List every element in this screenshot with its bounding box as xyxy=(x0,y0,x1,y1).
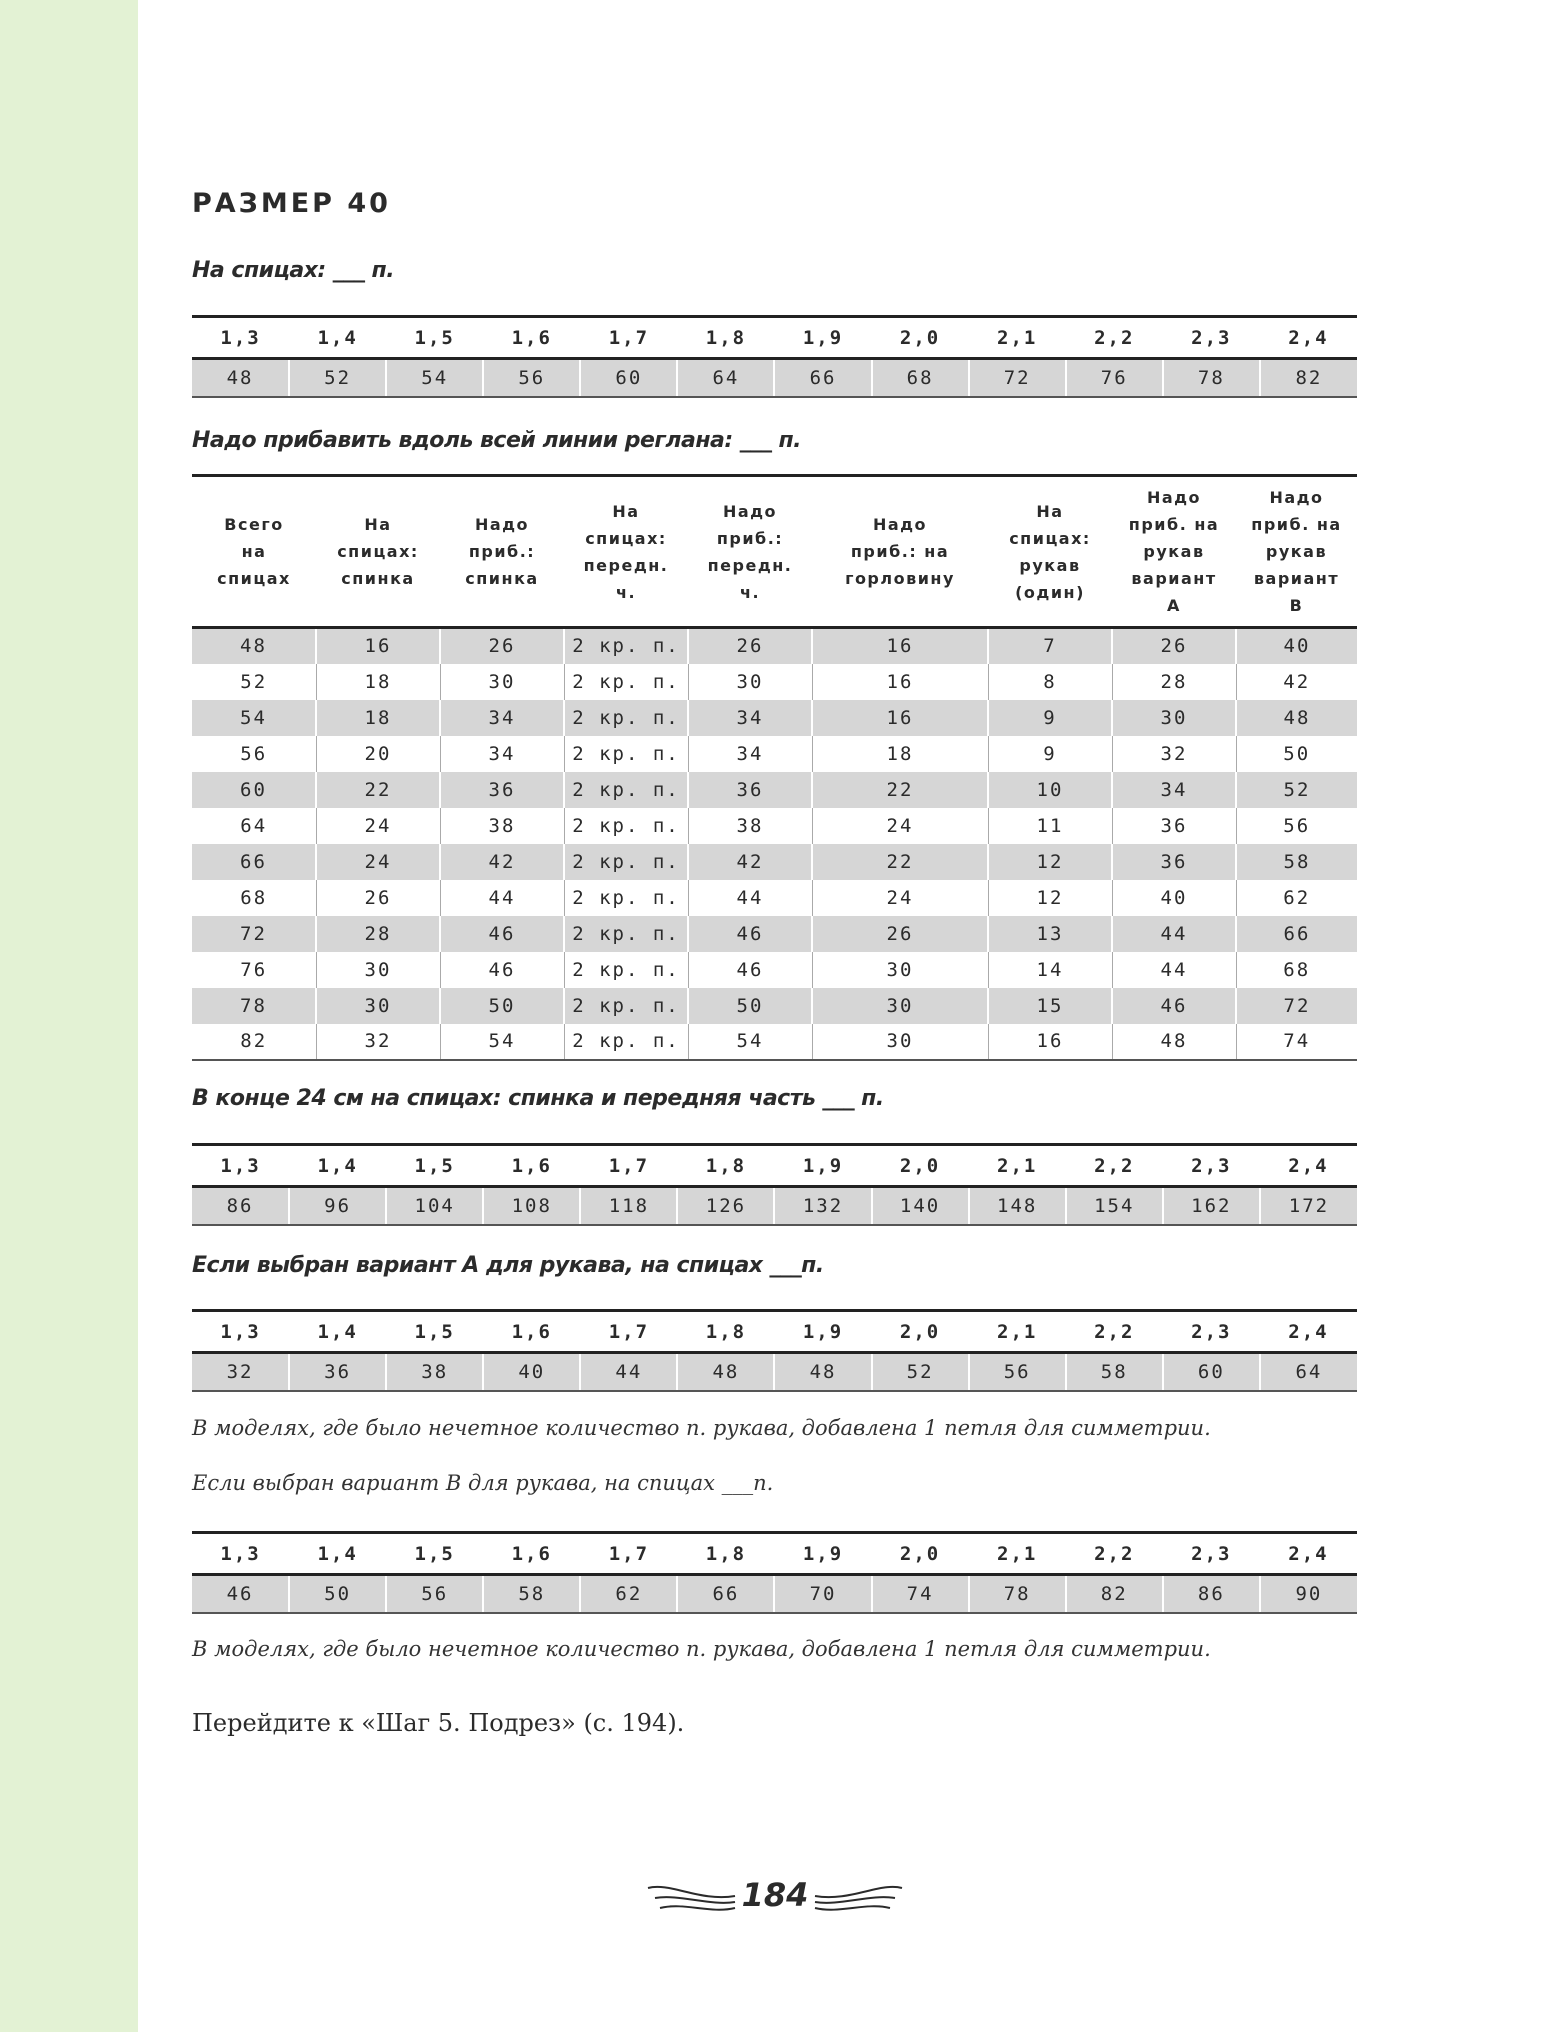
table-cell: 2 кр. п. xyxy=(564,916,688,952)
size-cell: 2,4 xyxy=(1260,1311,1357,1353)
column-header-line: передн. xyxy=(583,555,669,575)
column-header-line: (один) xyxy=(1015,582,1085,602)
value-cell: 78 xyxy=(969,1575,1066,1613)
table-cell: 44 xyxy=(440,880,564,916)
section4-note: В моделях, где было нечетное количество п. рукава, добавлена 1 петля для симметрии. xyxy=(192,1416,1211,1440)
size-cell: 1,5 xyxy=(386,1533,483,1575)
table-cell: 62 xyxy=(1236,880,1357,916)
column-header-line: Надо xyxy=(1146,488,1202,507)
value-cell: 108 xyxy=(483,1187,580,1225)
table-cell: 34 xyxy=(688,700,812,736)
column-header xyxy=(192,476,316,628)
size-cell: 1,5 xyxy=(386,1311,483,1353)
column-header xyxy=(1112,476,1236,628)
size-cell: 1,4 xyxy=(289,1311,386,1353)
table-cell: 26 xyxy=(688,628,812,664)
column-header-line: на xyxy=(241,542,267,561)
value-cell: 52 xyxy=(289,359,386,397)
column-header-line: приб. на xyxy=(1251,515,1342,534)
table-cell: 40 xyxy=(1236,628,1357,664)
size-cell: 1,4 xyxy=(289,1533,386,1575)
value-cell: 56 xyxy=(386,1575,483,1613)
size-cell: 2,1 xyxy=(969,1533,1066,1575)
size-cell: 2,0 xyxy=(872,1533,969,1575)
size-cell: 2,4 xyxy=(1260,317,1357,359)
table-cell: 26 xyxy=(440,628,564,664)
column-header-line: вариант xyxy=(1253,569,1340,588)
table-cell: 38 xyxy=(688,808,812,844)
table-cell: 22 xyxy=(812,772,988,808)
column-header xyxy=(440,476,564,628)
table-cell: 22 xyxy=(812,844,988,880)
size-cell: 1,8 xyxy=(677,1145,774,1187)
section3-table xyxy=(192,1143,1357,1226)
column-header-line: Надо xyxy=(872,515,928,534)
column-header-line: Надо xyxy=(474,515,530,534)
table-cell: 54 xyxy=(192,700,316,736)
table-cell: 26 xyxy=(812,916,988,952)
column-header-line: ч. xyxy=(739,582,761,602)
table-cell: 54 xyxy=(440,1024,564,1060)
page-title: РАЗМЕР 40 xyxy=(192,188,391,219)
size-cell: 1,6 xyxy=(483,1311,580,1353)
table-cell: 8 xyxy=(988,664,1112,700)
table-cell: 2 кр. п. xyxy=(564,772,688,808)
value-cell: 72 xyxy=(969,359,1066,397)
column-header xyxy=(688,476,812,628)
section5-heading: Если выбран вариант В для рукава, на спицах ___п. xyxy=(192,1471,774,1495)
value-cell: 40 xyxy=(483,1353,580,1391)
table-cell: 10 xyxy=(988,772,1112,808)
size-cell: 1,7 xyxy=(580,1145,677,1187)
table-cell: 30 xyxy=(316,952,440,988)
section2-heading: Надо прибавить вдоль всей линии реглана: ___ п. xyxy=(192,428,802,453)
value-cell: 44 xyxy=(580,1353,677,1391)
table-cell: 30 xyxy=(688,664,812,700)
size-cell: 1,8 xyxy=(677,317,774,359)
value-cell: 86 xyxy=(192,1187,289,1225)
table-cell: 2 кр. п. xyxy=(564,736,688,772)
table-cell: 2 кр. п. xyxy=(564,1024,688,1060)
table-cell: 24 xyxy=(812,880,988,916)
size-cell: 2,1 xyxy=(969,317,1066,359)
table-cell: 15 xyxy=(988,988,1112,1024)
size-cell: 2,1 xyxy=(969,1145,1066,1187)
table-cell: 2 кр. п. xyxy=(564,952,688,988)
table-cell: 32 xyxy=(316,1024,440,1060)
table-cell: 76 xyxy=(240,958,268,981)
value-cell: 132 xyxy=(774,1187,871,1225)
column-header xyxy=(564,476,688,628)
value-cell: 148 xyxy=(969,1187,1066,1225)
size-cell: 1,7 xyxy=(580,1311,677,1353)
value-cell: 46 xyxy=(192,1575,289,1613)
section1-table xyxy=(192,315,1357,398)
size-cell: 1,9 xyxy=(774,317,871,359)
column-header-line: приб. на xyxy=(1128,515,1220,534)
value-cell: 48 xyxy=(774,1353,871,1391)
size-cell: 1,5 xyxy=(386,317,483,359)
table-row xyxy=(192,808,1357,844)
column-header-line: ч. xyxy=(615,582,637,602)
table-cell: 74 xyxy=(1236,1024,1357,1060)
table-cell: 46 xyxy=(440,952,564,988)
value-cell: 60 xyxy=(1163,1353,1260,1391)
value-cell: 60 xyxy=(580,359,677,397)
table-cell: 2 кр. п. xyxy=(564,880,688,916)
size-cell: 2,2 xyxy=(1066,1311,1163,1353)
column-header-line: В xyxy=(1289,596,1304,615)
size-cell: 1,6 xyxy=(483,1145,580,1187)
table-cell: 14 xyxy=(988,952,1112,988)
table-cell: 52 xyxy=(240,670,268,693)
table-cell: 22 xyxy=(316,772,440,808)
column-header-line: На xyxy=(1036,501,1064,521)
section4-heading: Если выбран вариант А для рукава, на спицах ___п. xyxy=(192,1253,824,1278)
value-cell: 38 xyxy=(386,1353,483,1391)
table-row xyxy=(192,952,1357,988)
table-body xyxy=(192,628,1357,1060)
section3-heading: В конце 24 см на спицах: спинка и передняя часть ___ п. xyxy=(192,1086,884,1111)
table-cell: 2 кр. п. xyxy=(564,700,688,736)
table-cell: 68 xyxy=(240,886,268,909)
table-cell: 56 xyxy=(1236,808,1357,844)
value-cell: 82 xyxy=(1066,1575,1163,1613)
table-value-row xyxy=(192,1353,1357,1391)
table-cell: 72 xyxy=(1236,988,1357,1024)
table-cell: 32 xyxy=(1112,736,1236,772)
size-cell: 2,4 xyxy=(1260,1533,1357,1575)
section4-table xyxy=(192,1309,1357,1392)
table-cell: 16 xyxy=(812,664,988,700)
section5-note: В моделях, где было нечетное количество п. рукава, добавлена 1 петля для симметрии. xyxy=(192,1637,1211,1661)
value-cell: 70 xyxy=(774,1575,871,1613)
value-cell: 140 xyxy=(872,1187,969,1225)
section1-heading: На спицах: ___ п. xyxy=(192,258,395,283)
table-cell: 9 xyxy=(988,736,1112,772)
size-cell: 2,3 xyxy=(1163,1145,1260,1187)
table-cell: 66 xyxy=(192,844,316,880)
column-header-line: приб.: на xyxy=(850,542,950,561)
table-cell: 36 xyxy=(440,772,564,808)
table-cell: 2 кр. п. xyxy=(564,844,688,880)
table-cell: 50 xyxy=(440,988,564,1024)
column-header-line: спинка xyxy=(341,569,415,588)
value-cell: 162 xyxy=(1163,1187,1260,1225)
value-cell: 58 xyxy=(1066,1353,1163,1391)
value-cell: 86 xyxy=(1163,1575,1260,1613)
size-cell: 1,3 xyxy=(192,1145,289,1187)
table-cell: 68 xyxy=(1236,952,1357,988)
size-cell: 2,3 xyxy=(1163,1311,1260,1353)
table-header-row xyxy=(192,1311,1357,1353)
column-header xyxy=(988,476,1112,628)
table-cell: 18 xyxy=(316,664,440,700)
value-cell: 66 xyxy=(677,1575,774,1613)
size-cell: 2,4 xyxy=(1260,1145,1357,1187)
table-header-row xyxy=(192,476,1357,628)
size-cell: 1,4 xyxy=(289,317,386,359)
table-cell: 46 xyxy=(1112,988,1236,1024)
table-cell: 50 xyxy=(1236,736,1357,772)
table-cell: 18 xyxy=(316,700,440,736)
column-header xyxy=(812,476,988,628)
table-row xyxy=(192,772,1357,808)
table-cell: 40 xyxy=(1112,880,1236,916)
size-cell: 2,2 xyxy=(1066,1533,1163,1575)
table-cell: 20 xyxy=(316,736,440,772)
table-cell: 16 xyxy=(316,628,440,664)
table-cell: 34 xyxy=(440,700,564,736)
table-cell: 36 xyxy=(1112,808,1236,844)
table-cell: 44 xyxy=(1112,952,1236,988)
value-cell: 48 xyxy=(192,359,289,397)
column-header-line: рукав xyxy=(1019,555,1081,575)
value-cell: 68 xyxy=(872,359,969,397)
column-header-line: вариант xyxy=(1131,569,1217,588)
table-cell: 46 xyxy=(440,916,564,952)
size-cell: 2,2 xyxy=(1066,317,1163,359)
value-cell: 64 xyxy=(1260,1353,1357,1391)
raglan-table xyxy=(192,474,1357,1061)
value-cell: 50 xyxy=(289,1575,386,1613)
table-cell: 28 xyxy=(316,916,440,952)
table-cell: 2 кр. п. xyxy=(564,664,688,700)
size-cell: 1,5 xyxy=(386,1145,483,1187)
table-cell: 36 xyxy=(1112,844,1236,880)
size-cell: 1,4 xyxy=(289,1145,386,1187)
size-cell: 2,0 xyxy=(872,1311,969,1353)
value-cell: 126 xyxy=(677,1187,774,1225)
table-cell: 11 xyxy=(988,808,1112,844)
column-header xyxy=(316,476,440,628)
size-cell: 2,3 xyxy=(1163,317,1260,359)
table-cell: 24 xyxy=(812,808,988,844)
table-cell: 34 xyxy=(688,736,812,772)
size-cell: 1,9 xyxy=(774,1311,871,1353)
size-cell: 1,7 xyxy=(580,1533,677,1575)
value-cell: 76 xyxy=(1066,359,1163,397)
table-cell: 60 xyxy=(192,772,316,808)
page-number-text: 184 xyxy=(741,1876,809,1914)
table-cell: 30 xyxy=(1112,700,1236,736)
table-cell: 24 xyxy=(316,808,440,844)
table-cell: 34 xyxy=(440,736,564,772)
table-value-row xyxy=(192,1187,1357,1225)
size-cell: 1,3 xyxy=(192,317,289,359)
table-cell: 42 xyxy=(688,844,812,880)
table-cell: 2 кр. п. xyxy=(564,628,688,664)
table-cell: 64 xyxy=(240,814,268,837)
table-cell: 28 xyxy=(1112,664,1236,700)
table-row xyxy=(192,1024,1357,1060)
table-cell: 18 xyxy=(812,736,988,772)
table-cell: 46 xyxy=(688,916,812,952)
column-header-line: приб.: xyxy=(716,528,784,548)
value-cell: 154 xyxy=(1066,1187,1163,1225)
table-cell: 78 xyxy=(192,988,316,1024)
table-cell: 26 xyxy=(1112,628,1236,664)
table-cell: 16 xyxy=(812,628,988,664)
table-cell: 44 xyxy=(688,880,812,916)
size-cell: 1,8 xyxy=(677,1311,774,1353)
next-step-note: Перейдите к «Шаг 5. Подрез» (с. 194). xyxy=(192,1709,685,1737)
value-cell: 52 xyxy=(872,1353,969,1391)
column-header-line: спицах xyxy=(217,569,291,588)
column-header-line: приб.: xyxy=(468,542,536,561)
value-cell: 56 xyxy=(969,1353,1066,1391)
column-header-line: Надо xyxy=(1269,488,1324,507)
table-cell: 12 xyxy=(988,880,1112,916)
table-value-row xyxy=(192,359,1357,397)
table-header-row xyxy=(192,1533,1357,1575)
column-header-line: На xyxy=(364,515,392,534)
value-cell: 56 xyxy=(483,359,580,397)
table-cell: 7 xyxy=(988,628,1112,664)
table-cell: 54 xyxy=(688,1024,812,1060)
column-header-line: Всего xyxy=(224,515,284,534)
table-row xyxy=(192,880,1357,916)
column-header-line: На xyxy=(612,501,640,521)
table-header-row xyxy=(192,317,1357,359)
value-cell: 66 xyxy=(774,359,871,397)
column-header xyxy=(1236,476,1357,628)
section5-table xyxy=(192,1531,1357,1614)
column-header-line: рукав xyxy=(1143,542,1205,561)
table-cell: 44 xyxy=(1112,916,1236,952)
size-cell: 1,3 xyxy=(192,1311,289,1353)
table-cell: 2 кр. п. xyxy=(564,808,688,844)
column-header-line: спицах: xyxy=(585,528,667,548)
table-cell: 12 xyxy=(988,844,1112,880)
table-cell: 52 xyxy=(1236,772,1357,808)
value-cell: 90 xyxy=(1260,1575,1357,1613)
column-header-line: Надо xyxy=(722,501,778,521)
table-cell: 38 xyxy=(440,808,564,844)
table-cell: 36 xyxy=(688,772,812,808)
value-cell: 118 xyxy=(580,1187,677,1225)
size-cell: 1,7 xyxy=(580,317,677,359)
table-row xyxy=(192,844,1357,880)
table-cell: 30 xyxy=(812,988,988,1024)
column-header-line: А xyxy=(1167,596,1181,615)
size-cell: 2,0 xyxy=(872,1145,969,1187)
value-cell: 32 xyxy=(192,1353,289,1391)
table-cell: 13 xyxy=(988,916,1112,952)
table-header-row xyxy=(192,1145,1357,1187)
size-cell: 1,3 xyxy=(192,1533,289,1575)
table-cell: 16 xyxy=(988,1024,1112,1060)
table-row xyxy=(192,916,1357,952)
size-cell: 1,6 xyxy=(483,1533,580,1575)
table-cell: 58 xyxy=(1236,844,1357,880)
value-cell: 48 xyxy=(677,1353,774,1391)
table-cell: 26 xyxy=(316,880,440,916)
table-row xyxy=(192,664,1357,700)
size-cell: 1,9 xyxy=(774,1533,871,1575)
table-cell: 42 xyxy=(440,844,564,880)
column-header-line: передн. xyxy=(707,555,793,575)
value-cell: 36 xyxy=(289,1353,386,1391)
value-cell: 96 xyxy=(289,1187,386,1225)
table-cell: 50 xyxy=(688,988,812,1024)
table-cell: 42 xyxy=(1236,664,1357,700)
column-header-line: спицах: xyxy=(337,542,419,561)
size-cell: 2,3 xyxy=(1163,1533,1260,1575)
table-cell: 24 xyxy=(316,844,440,880)
table-row xyxy=(192,628,1357,664)
value-cell: 78 xyxy=(1163,359,1260,397)
size-cell: 2,1 xyxy=(969,1311,1066,1353)
page-number xyxy=(640,1872,910,1922)
value-cell: 54 xyxy=(386,359,483,397)
column-header-line: спицах: xyxy=(1009,528,1091,548)
table-cell: 9 xyxy=(988,700,1112,736)
size-cell: 1,9 xyxy=(774,1145,871,1187)
value-cell: 58 xyxy=(483,1575,580,1613)
size-cell: 2,0 xyxy=(872,317,969,359)
table-cell: 48 xyxy=(192,628,316,664)
value-cell: 64 xyxy=(677,359,774,397)
table-cell: 56 xyxy=(240,742,268,765)
column-header-line: горловину xyxy=(845,569,955,588)
value-cell: 172 xyxy=(1260,1187,1357,1225)
table-cell: 30 xyxy=(812,952,988,988)
size-cell: 1,8 xyxy=(677,1533,774,1575)
value-cell: 104 xyxy=(386,1187,483,1225)
size-cell: 2,2 xyxy=(1066,1145,1163,1187)
value-cell: 62 xyxy=(580,1575,677,1613)
table-cell: 30 xyxy=(440,664,564,700)
table-cell: 34 xyxy=(1112,772,1236,808)
table-cell: 72 xyxy=(192,916,316,952)
table-cell: 66 xyxy=(1236,916,1357,952)
table-row xyxy=(192,700,1357,736)
table-cell: 48 xyxy=(1236,700,1357,736)
value-cell: 74 xyxy=(872,1575,969,1613)
table-row xyxy=(192,988,1357,1024)
value-cell: 82 xyxy=(1260,359,1357,397)
table-cell: 2 кр. п. xyxy=(564,988,688,1024)
table-row xyxy=(192,736,1357,772)
table-value-row xyxy=(192,1575,1357,1613)
table-cell: 48 xyxy=(1112,1024,1236,1060)
column-header-line: рукав xyxy=(1265,542,1328,561)
table-cell: 82 xyxy=(192,1024,316,1060)
table-cell: 30 xyxy=(316,988,440,1024)
column-header-line: спинка xyxy=(465,569,539,588)
side-strip xyxy=(0,0,138,2032)
table-cell: 30 xyxy=(812,1024,988,1060)
size-cell: 1,6 xyxy=(483,317,580,359)
table-cell: 16 xyxy=(812,700,988,736)
table-cell: 46 xyxy=(688,952,812,988)
